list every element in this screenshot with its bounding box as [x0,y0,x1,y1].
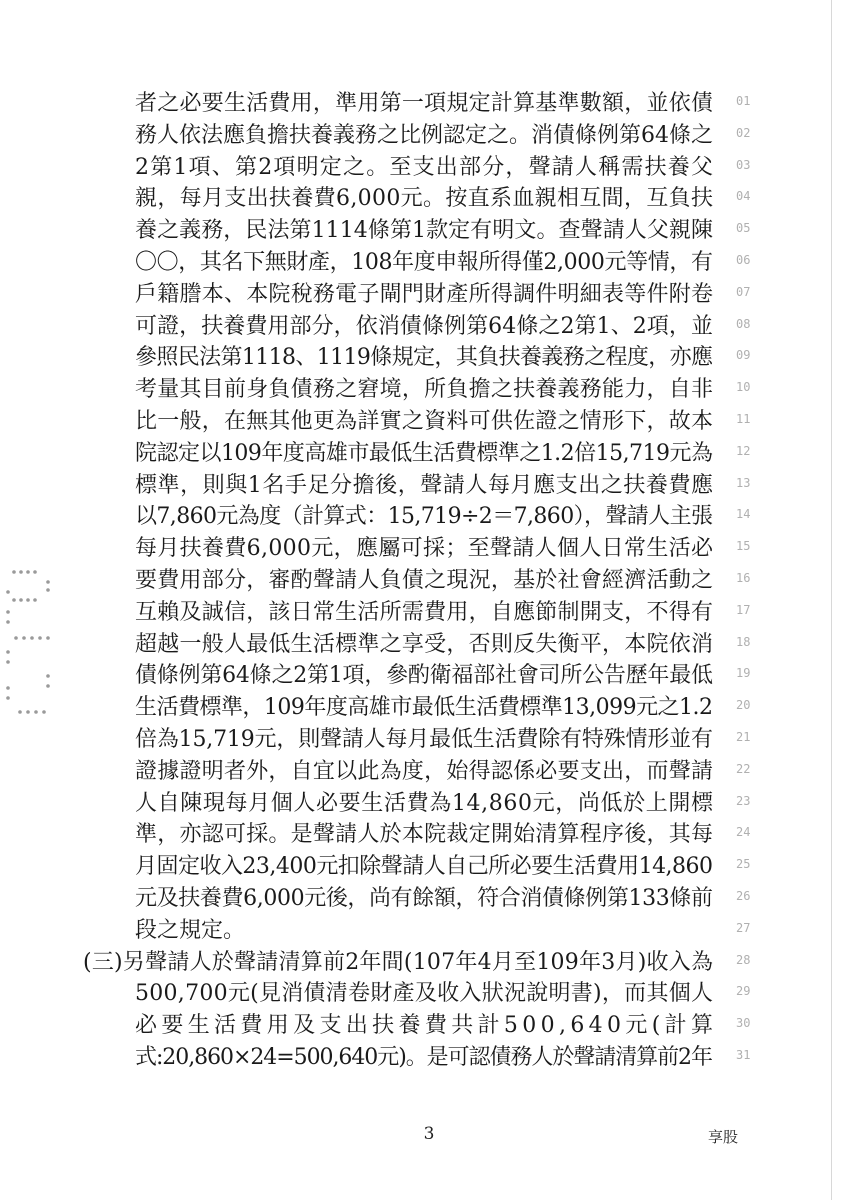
line-number: 02 [736,125,751,140]
text-line [0,692,848,724]
line-text: 標準，則與1名手足分擔後，聲請人每月應支出之扶養費應 [135,472,714,498]
line-number: 10 [736,380,751,395]
text-line [0,533,848,565]
line-number: 08 [736,316,751,331]
text-line [0,88,848,120]
text-line [0,247,848,279]
text-line [0,883,848,915]
line-text: 以7,860元為度（計算式：15,719÷2＝7,860），聲請人主張 [135,504,713,530]
line-text: 務人依法應負擔扶養義務之比例認定之。消債條例第64條之 [135,122,713,148]
line-text: 月固定收入23,400元扣除聲請人自己所必要生活費用14,860 [135,854,713,880]
text-line [0,660,848,692]
text-line [0,756,848,788]
line-number: 26 [736,889,751,903]
page-number: 3 [423,1124,435,1144]
line-number: 09 [736,348,751,363]
line-text: 可證，扶養費用部分，依消債條例第64條之2第1、2項，並 [135,313,714,339]
line-number: 04 [736,189,751,204]
line-number: 06 [736,253,751,267]
line-number: 30 [736,1016,751,1031]
text-line [0,851,848,883]
text-line [0,819,848,851]
line-text: 考量其目前身負債務之窘境，所負擔之扶養義務能力，自非 [135,377,714,403]
line-number: 22 [736,761,751,776]
line-number: 20 [736,698,751,713]
line-text: (三)另聲請人於聲請清算前2年間(107年4月至109年3月)收入為 [83,949,714,975]
line-number: 21 [736,730,751,744]
line-number: 11 [736,412,751,426]
line-text: 要費用部分，審酌聲請人負債之現況，基於社會經濟活動之 [135,568,714,593]
line-text: 證據證明者外，自宜以此為度，始得認係必要支出，而聲請 [135,758,714,784]
text-line [0,629,848,661]
text-line [0,438,848,470]
line-number: 18 [736,634,751,649]
text-line [0,1042,848,1074]
text-line [0,597,848,629]
line-number: 24 [736,825,751,840]
line-text: 互賴及誠信，該日常生活所需費用，自應節制開支，不得有 [135,599,714,625]
text-line [0,947,848,979]
text-line [0,406,848,438]
line-text: 院認定以109年度高雄市最低生活費標準之1.2倍15,719元為 [135,440,713,466]
line-text: 倍為15,719元，則聲請人每月最低生活費除有特殊情形並有 [135,727,713,752]
line-number: 01 [736,94,751,108]
text-line [0,374,848,406]
text-line [0,470,848,502]
text-line [0,342,848,374]
line-text: 每月扶養費6,000元，應屬可採；至聲請人個人日常生活必 [135,536,714,562]
line-number: 12 [736,443,751,458]
line-text: 2第1項、第2項明定之。至支出部分，聲請人稱需扶養父 [135,154,715,180]
line-number: 05 [736,221,751,236]
line-number: 17 [736,602,751,617]
line-number: 03 [736,157,751,172]
line-text: 生活費標準，109年度高雄市最低生活費標準13,099元之1.2 [135,695,713,721]
text-line [0,1010,848,1042]
line-text: 式:20,860×24=500,640元)。是可認債務人於聲請清算前2年 [135,1045,712,1070]
text-line [0,978,848,1010]
line-text: 500,700元(見消債清卷財產及收入狀況說明書)，而其個人 [135,981,714,1007]
line-text: 元及扶養費6,000元後，尚有餘額，符合消債條例第133條前 [135,886,713,911]
text-line [0,788,848,820]
line-number: 16 [736,571,751,585]
text-line [0,565,848,597]
text-line [0,279,848,311]
line-text: 者之必要生活費用，準用第一項規定計算基準數額，並依債 [135,91,714,116]
text-line [0,915,848,947]
line-text: 養之義務，民法第1114條第1款定有明文。查聲請人父親陳 [135,218,714,244]
line-text: 親，每月支出扶養費6,000元。按直系血親相互間，互負扶 [135,186,714,212]
line-number: 27 [736,920,751,935]
line-text: 超越一般人最低生活標準之享受，否則反失衡平，本院依消 [135,631,714,657]
line-number: 31 [736,1048,751,1062]
line-text: 債條例第64條之2第1項，參酌衛福部社會司所公告歷年最低 [135,663,713,689]
text-line [0,183,848,215]
line-number: 29 [736,984,751,999]
text-line [0,501,848,533]
line-number: 28 [736,952,751,967]
text-line [0,215,848,247]
line-text: 準，亦認可採。是聲請人於本院裁定開始清算程序後，其每 [135,822,714,848]
text-line [0,311,848,343]
line-number: 07 [736,284,751,299]
line-number: 15 [736,539,751,554]
line-text: 參照民法第1118、1119條規定，其負扶養義務之程度，亦應 [135,345,713,371]
division-stamp: 享股 [708,1128,739,1146]
line-text: 比一般，在無其他更為詳實之資料可供佐證之情形下，故本 [135,409,714,434]
line-text: 人自陳現每月個人必要生活費為14,860元，尚低於上開標 [135,790,714,816]
line-text: 必要生活費用及支出扶養費共計500,640元(計算 [135,1013,718,1039]
line-text: 戶籍謄本、本院稅務電子閘門財產所得調件明細表等件附卷 [135,281,714,307]
text-line [0,120,848,152]
line-number: 13 [736,475,751,490]
line-number: 23 [736,793,751,808]
line-number: 25 [736,857,751,872]
line-text: 段之規定。 [135,917,246,943]
line-text: 〇〇，其名下無財產，108年度申報所得僅2,000元等情，有 [135,250,713,275]
line-number: 14 [736,507,751,522]
text-line [0,152,848,184]
text-line [0,724,848,756]
line-number: 19 [736,666,751,681]
